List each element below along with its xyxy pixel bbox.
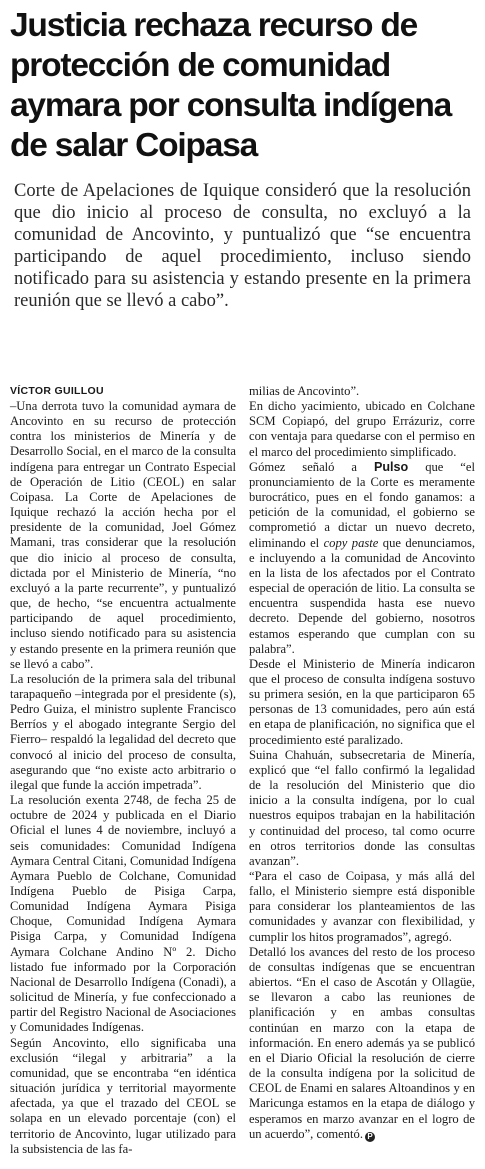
body-paragraph: La resolución exenta 2748, de fecha 25 de octubre de 2024 y publicada en el Diario Oficial el lunes 4 de noviembre, incluyó a seis comunidades: Comunidad Indígena Aymara Central Citani, Comunidad Indígena Aymara Pueblo de Colchane, Comunidad Indígena Pueblo de Pisiga Carpa, Comunidad Indígena Aymara Pisiga Choque, Comunidad Indígena Aymara Pisiga Carpa, y Comunidad Indígena Aymara Colchane Andino Nº 2. Dicho listado fue informado por la Corporación Nacional de Desarrollo Indígena (Conadi), a solicitud de Minería, y fue confeccionado a partir del Registro Nacional de Asociaciones y Comunidades Indígenas.	[10, 793, 236, 1035]
body-text: que denunciamos, e incluyendo a la comunidad de Ancovinto en la lista de los afectados por el Contrato especial de operación de litio. La consulta se encuentra suspendida hasta ese nuevo decreto. Depende del gobierno, nosotros estamos esperando que cumplan con su palabra”.	[249, 535, 475, 656]
body-text: que “el pronunciamiento de la Corte es meramente burocrático, pues en el fondo ganamos: a petición de la comunidad, el gobierno se comprometió a dictar un nuevo decreto, eliminando el	[249, 459, 475, 550]
body-paragraph	[249, 945, 475, 1142]
article-page	[0, 6, 485, 1169]
body-paragraph: Suina Chahuán, subsecretaria de Minería, explicó que “el fallo confirmó la legalidad de la resolución del Ministerio que dio inicio a la consulta indígena, por lo cual nuestros equipos trabajan en la habilitación y continuidad del proceso, tal como ocurre en otros territorios donde las consultas avanzan”.	[249, 747, 475, 868]
body-text: Detalló los avances del resto de los proceso de consultas indígenas que se encuentran abiertos. “En el caso de Ascotán y Ollagüe, se llevaron a cabo las reuniones de planificación y en ambas consultas continúan en marzo con la etapa de información. En enero además ya se publicó en el Diario Oficial la resolución de cierre de la consulta indígena por la solicitud de CEOL de Enami en salares Altoandinos y en Maricunga estamos en la etapa de diálogo y esperamos en marzo avanzar en el logro de un acuerdo”, comentó.	[249, 944, 475, 1141]
end-mark-icon: P	[365, 1132, 375, 1142]
headline: Justicia rechaza recurso de protección de comunidad aymara por consulta indígena de salar Coipasa	[10, 7, 452, 164]
byline: VÍCTOR GUILLOU	[10, 385, 104, 397]
body-paragraph: En dicho yacimiento, ubicado en Colchane SCM Copiapó, del grupo Errázuriz, corre con ventaja para quedarse con el permiso en el marco del procedimiento simplificado.	[249, 399, 475, 459]
body-paragraph: La resolución de la primera sala del tribunal tarapaqueño –integrada por el presidente (s), Pedro Guiza, el ministro suplente Francisco Berríos y el abogado integrante Sergio del Fierro– respaldó la legalidad del decreto que convocó al inicio del proceso de consulta, asegurando que “no existe acto arbitrario o ilegal que funde la acción impetrada”.	[10, 671, 236, 792]
deck-summary: Corte de Apelaciones de Iquique consideró que la resolución que dio inicio al proceso de consulta, no excluyó a la comunidad de Ancovinto, y puntualizó que “se encuentra participando de aquel procedimiento, incluso siendo notificado para su asistencia y estando presente en la primera reunión que se llevó a cabo”.	[14, 181, 471, 311]
body-paragraph: Según Ancovinto, ello significaba una exclusión “ilegal y arbitraria” a la comunidad, que se encontraba “en idéntica situación jurídica y territorial mayormente afectada, ya que el trazado del CEOL se solapa en un elevado porcentaje (con) el territorio de Ancovinto, lugar utilizado para la subsistencia de las fa-	[10, 1035, 236, 1156]
body-paragraph: “Para el caso de Coipasa, y más allá del fallo, el Ministerio siempre está disponible para considerar los planteamientos de las comunidades y avanzar con flexibilidad, y cumplir los hitos programados”, agregó.	[249, 869, 475, 944]
body-column-1	[10, 384, 236, 1164]
emphasis-text: copy paste	[323, 535, 379, 550]
body-paragraph	[249, 460, 475, 657]
body-paragraph: milias de Ancovinto”.	[249, 384, 360, 398]
body-paragraph: Desde el Ministerio de Minería indicaron que el proceso de consulta indígena sostuvo su primera sesión, en la que participaron 65 personas de 13 comunidades, pero aún está en etapa de planificación, no significa que el procedimiento esté paralizado.	[249, 656, 475, 747]
publication-name: Pulso	[373, 459, 409, 474]
body-text: Gómez señaló a	[249, 459, 374, 474]
body-paragraph: –Una derrota tuvo la comunidad aymara de Ancovinto en su recurso de protección contra los ministerios de Minería y de Desarrollo Social, en el marco de la consulta indígena para entregar un Contrato Especial de Operación de Litio (CEOL) en salar Coipasa. La Corte de Apelaciones de Iquique rechazó la acción hecha por el presidente de la comunidad, Joel Gómez Mamani, tras considerar que la resolución que dio inicio al proceso de consulta, dictada por el Ministerio de Minería, “no excluyó a la parte recurrente”, y puntualizó que, de hecho, “se encuentra actualmente participando de aquel procedimiento, incluso siendo notificado para su asistencia y estando presente en la primera reunión que se llevó a cabo”.	[10, 399, 236, 671]
article-body	[10, 384, 475, 1164]
body-column-2	[249, 384, 475, 1164]
